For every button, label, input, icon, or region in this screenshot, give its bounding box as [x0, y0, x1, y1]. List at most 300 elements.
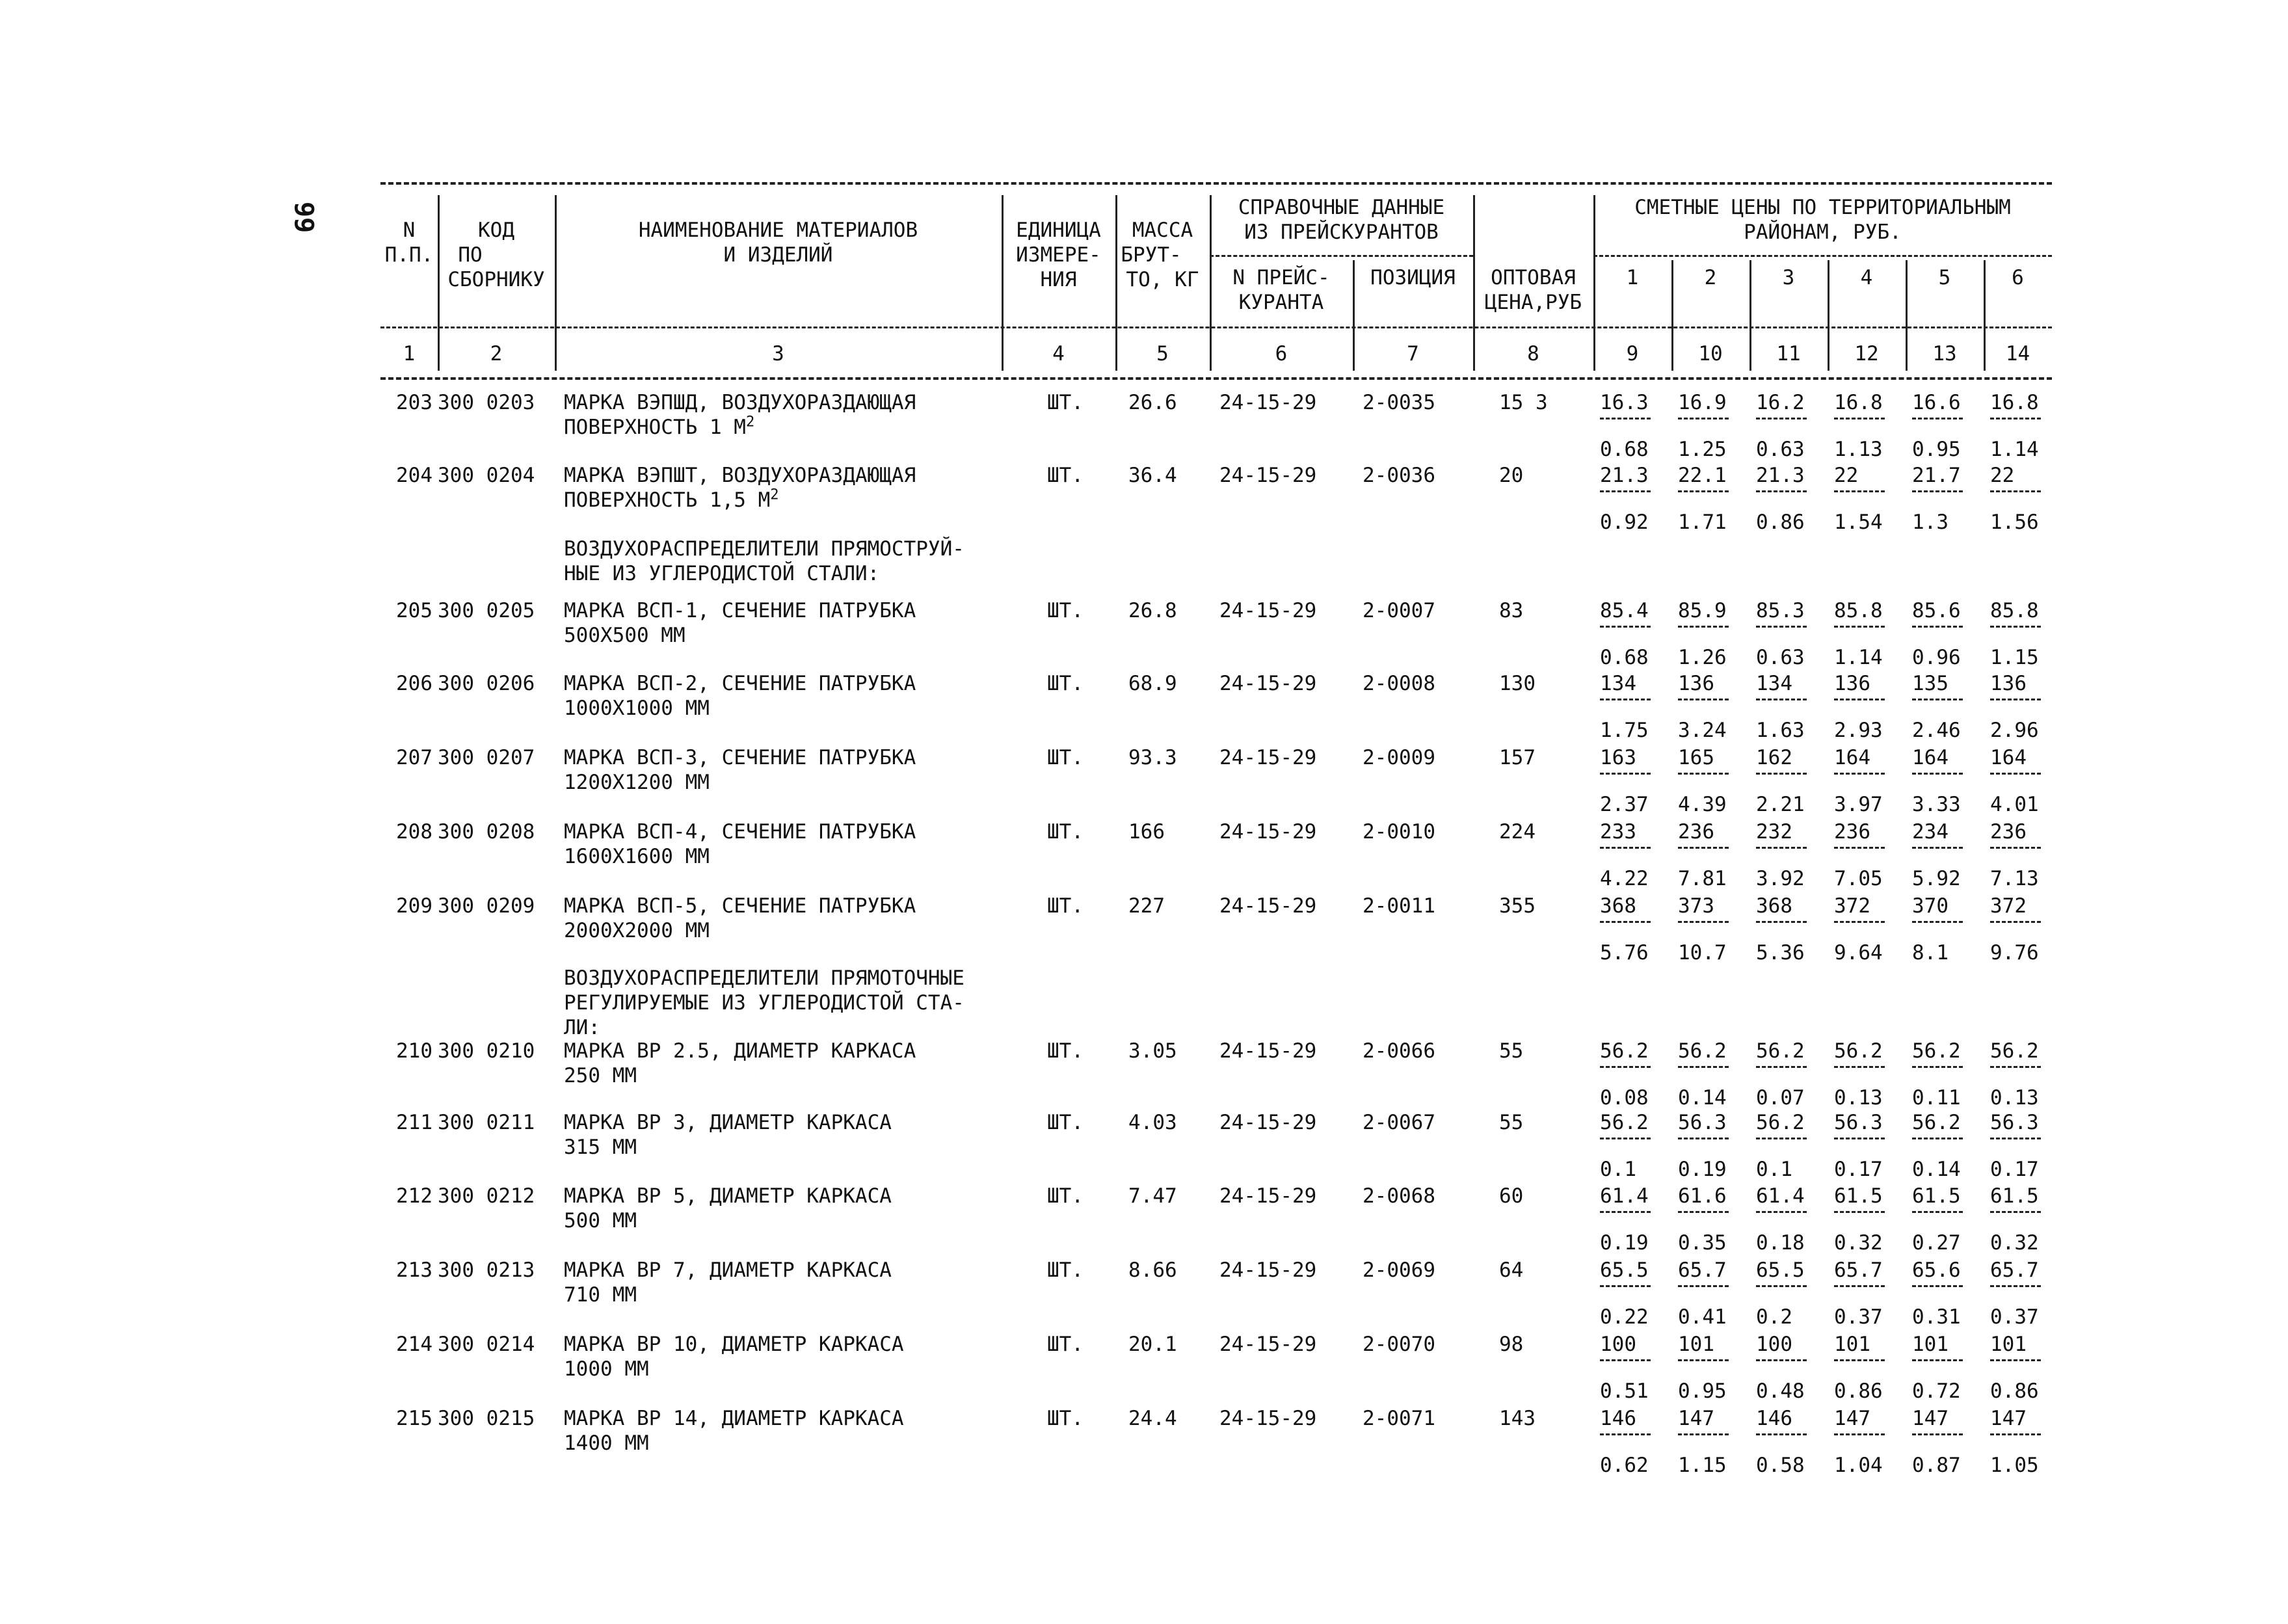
colnum: 10 [1698, 342, 1723, 366]
row-estimate-sub: 0.13 [1990, 1086, 2039, 1110]
row-price-list: 24-15-29 [1219, 746, 1317, 769]
row-position: 2-0035 [1363, 391, 1435, 414]
fraction-dash [1756, 1066, 1807, 1068]
header-unit: ИЗМЕРЕ- [1016, 243, 1101, 267]
row-estimate-sub: 0.51 [1600, 1379, 1649, 1403]
row-estimate-sub: 0.14 [1678, 1086, 1727, 1110]
row-estimate-price: 65.5 [1756, 1258, 1805, 1282]
row-price-list: 24-15-29 [1219, 1333, 1317, 1356]
row-estimate-price: 147 [1834, 1407, 1870, 1430]
row-mass: 26.6 [1128, 391, 1177, 414]
group-heading-line: ЛИ: [564, 1016, 600, 1039]
row-name: МАРКА ВР 14, ДИАМЕТР КАРКАСА [564, 1407, 904, 1430]
fraction-dash [1678, 921, 1729, 923]
row-unit: ШТ. [1047, 599, 1084, 622]
row-estimate-price: 134 [1756, 672, 1792, 695]
row-code: 300 0213 [438, 1258, 535, 1282]
colnum: 11 [1776, 342, 1801, 366]
fraction-dash [1912, 418, 1963, 419]
row-mass: 227 [1128, 894, 1165, 918]
row-mass: 4.03 [1128, 1111, 1177, 1134]
header-mass: БРУТ- [1121, 243, 1182, 267]
fraction-dash [1600, 1285, 1651, 1287]
colnum: 12 [1854, 342, 1879, 366]
row-estimate-sub: 0.2 [1756, 1305, 1792, 1329]
header-region: 4 [1860, 266, 1873, 289]
fraction-dash [1600, 418, 1651, 419]
row-estimate-sub: 1.26 [1678, 646, 1727, 669]
row-estimate-sub: 1.71 [1678, 511, 1727, 534]
row-code: 300 0211 [438, 1111, 535, 1134]
row-estimate-sub: 1.15 [1990, 646, 2039, 669]
fraction-dash [1834, 773, 1885, 775]
row-name-text: 1000 ММ [564, 1357, 649, 1381]
row-estimate-price: 16.8 [1990, 391, 2039, 414]
row-unit: ШТ. [1047, 464, 1084, 487]
row-estimate-sub: 0.86 [1756, 511, 1805, 534]
row-estimate-sub: 0.19 [1600, 1231, 1649, 1255]
fraction-dash [1756, 847, 1807, 849]
row-position: 2-0068 [1363, 1184, 1435, 1208]
row-name: МАРКА ВЭПШД, ВОЗДУХОРАЗДАЮЩАЯ [564, 391, 916, 414]
group-heading-line: ВОЗДУХОРАСПРЕДЕЛИТЕЛИ ПРЯМОСТРУЙ- [564, 537, 964, 561]
row-name-cont [564, 1431, 649, 1456]
row-estimate-price: 101 [1912, 1333, 1949, 1356]
row-estimate-sub: 5.36 [1756, 941, 1805, 965]
fraction-dash [1678, 490, 1729, 492]
fraction-dash [1834, 699, 1885, 700]
header-reference: ИЗ ПРЕЙСКУРАНТОВ [1244, 220, 1439, 244]
row-estimate-price: 236 [1990, 820, 2027, 844]
row-mass: 36.4 [1128, 464, 1177, 487]
row-price-list: 24-15-29 [1219, 1407, 1317, 1430]
row-estimate-price: 368 [1600, 894, 1636, 918]
colnum: 7 [1407, 342, 1419, 366]
row-estimate-price: 232 [1756, 820, 1792, 844]
fraction-dash [1678, 773, 1729, 775]
row-estimate-sub: 3.92 [1756, 867, 1805, 890]
row-wholesale: 55 [1499, 1111, 1524, 1134]
row-estimate-sub: 0.96 [1912, 646, 1961, 669]
row-estimate-sub: 0.13 [1834, 1086, 1883, 1110]
row-mass: 166 [1128, 820, 1165, 844]
group-heading-line: НЫЕ ИЗ УГЛЕРОДИСТОЙ СТАЛИ: [564, 562, 880, 585]
row-price-list: 24-15-29 [1219, 1039, 1317, 1063]
header-code: ПО [458, 243, 483, 267]
row-number: 212 [396, 1184, 432, 1208]
colnum: 9 [1626, 342, 1639, 366]
row-wholesale: 60 [1499, 1184, 1524, 1208]
row-estimate-price: 65.5 [1600, 1258, 1649, 1282]
fraction-dash [1678, 699, 1729, 700]
row-estimate-price: 164 [1912, 746, 1949, 769]
fraction-dash [1756, 1211, 1807, 1213]
row-name-text: ПОВЕРХНОСТЬ 1,5 М [564, 488, 771, 512]
row-estimate-sub: 0.87 [1912, 1454, 1961, 1477]
row-estimate-price: 56.2 [1990, 1039, 2039, 1063]
header-mass: ТО, КГ [1126, 268, 1199, 291]
row-wholesale: 64 [1499, 1258, 1524, 1282]
row-estimate-sub: 0.62 [1600, 1454, 1649, 1477]
fraction-dash [1912, 921, 1963, 923]
row-estimate-sub: 1.14 [1990, 438, 2039, 461]
row-estimate-price: 56.2 [1600, 1039, 1649, 1063]
row-estimate-price: 101 [1834, 1333, 1870, 1356]
group-heading-line: РЕГУЛИРУЕМЫЕ ИЗ УГЛЕРОДИСТОЙ СТА- [564, 991, 964, 1015]
row-estimate-price: 56.2 [1834, 1039, 1883, 1063]
row-estimate-price: 147 [1678, 1407, 1714, 1430]
row-name: МАРКА ВЭПШТ, ВОЗДУХОРАЗДАЮЩАЯ [564, 464, 916, 487]
row-estimate-price: 236 [1678, 820, 1714, 844]
header-name: И ИЗДЕЛИЙ [723, 243, 833, 267]
fraction-dash [1834, 490, 1885, 492]
fraction-dash [1990, 847, 2041, 849]
fraction-dash [1678, 1211, 1729, 1213]
row-name-text: 1400 ММ [564, 1431, 649, 1455]
row-estimate-price: 85.8 [1990, 599, 2039, 622]
header-region: 3 [1782, 266, 1795, 289]
row-name: МАРКА ВСП-4, СЕЧЕНИЕ ПАТРУБКА [564, 820, 916, 844]
fraction-dash [1756, 1433, 1807, 1435]
row-estimate-sub: 0.58 [1756, 1454, 1805, 1477]
fraction-dash [1756, 699, 1807, 700]
row-estimate-sub: 0.17 [1990, 1158, 2039, 1181]
fraction-dash [1912, 1211, 1963, 1213]
row-estimate-price: 100 [1600, 1333, 1636, 1356]
row-wholesale: 83 [1499, 599, 1524, 622]
fraction-dash [1834, 1211, 1885, 1213]
row-name-cont [564, 488, 779, 512]
row-mass: 7.47 [1128, 1184, 1177, 1208]
fraction-dash [1912, 699, 1963, 700]
row-estimate-sub: 3.24 [1678, 719, 1727, 742]
fraction-dash [1834, 418, 1885, 419]
row-mass: 68.9 [1128, 672, 1177, 695]
row-name-text: ПОВЕРХНОСТЬ 1 М [564, 416, 746, 439]
row-estimate-price: 134 [1600, 672, 1636, 695]
row-estimate-price: 21.7 [1912, 464, 1961, 487]
row-estimate-sub: 3.33 [1912, 793, 1961, 816]
row-name-text: 710 ММ [564, 1283, 637, 1307]
row-estimate-sub: 0.32 [1990, 1231, 2039, 1255]
header-mass: МАССА [1132, 219, 1193, 242]
fraction-dash [1756, 773, 1807, 775]
fraction-dash [1600, 847, 1651, 849]
row-estimate-price: 61.5 [1834, 1184, 1883, 1208]
row-unit: ШТ. [1047, 1111, 1084, 1134]
header-region: 1 [1626, 266, 1639, 289]
colnum: 14 [2005, 342, 2030, 366]
row-estimate-sub: 0.63 [1756, 646, 1805, 669]
row-estimate-price: 56.2 [1600, 1111, 1649, 1134]
fraction-dash [1990, 1433, 2041, 1435]
row-estimate-price: 100 [1756, 1333, 1792, 1356]
colnum: 5 [1156, 342, 1169, 366]
row-name-text: 500 ММ [564, 1209, 637, 1232]
row-estimate-sub: 8.1 [1912, 941, 1949, 965]
row-price-list: 24-15-29 [1219, 1258, 1317, 1282]
row-price-list: 24-15-29 [1219, 599, 1317, 622]
fraction-dash [1912, 847, 1963, 849]
row-estimate-sub: 0.68 [1600, 646, 1649, 669]
row-estimate-sub: 1.75 [1600, 719, 1649, 742]
row-estimate-sub: 0.17 [1834, 1158, 1883, 1181]
row-estimate-sub: 7.05 [1834, 867, 1883, 890]
row-estimate-price: 136 [1678, 672, 1714, 695]
row-price-list: 24-15-29 [1219, 820, 1317, 844]
fraction-dash [1756, 490, 1807, 492]
fraction-dash [1834, 1285, 1885, 1287]
header-unit: НИЯ [1040, 268, 1077, 291]
fraction-dash [1912, 1138, 1963, 1139]
row-estimate-price: 101 [1990, 1333, 2027, 1356]
fraction-dash [1756, 1138, 1807, 1139]
fraction-dash [1600, 1066, 1651, 1068]
row-unit: ШТ. [1047, 894, 1084, 918]
row-estimate-sub: 1.15 [1678, 1454, 1727, 1477]
fraction-dash [1600, 1433, 1651, 1435]
row-estimate-price: 56.2 [1756, 1111, 1805, 1134]
row-estimate-price: 236 [1834, 820, 1870, 844]
row-unit: ШТ. [1047, 672, 1084, 695]
fraction-dash [1678, 1433, 1729, 1435]
header-region: 5 [1938, 266, 1951, 289]
row-position: 2-0011 [1363, 894, 1435, 918]
row-estimate-price: 16.6 [1912, 391, 1961, 414]
row-estimate-sub: 0.14 [1912, 1158, 1961, 1181]
row-name-cont [564, 623, 685, 648]
row-name-cont [564, 918, 710, 943]
row-estimate-sub: 0.95 [1678, 1379, 1727, 1403]
fraction-dash [1912, 1066, 1963, 1068]
row-mass: 24.4 [1128, 1407, 1177, 1430]
fraction-dash [1678, 626, 1729, 628]
row-name: МАРКА ВСП-1, СЕЧЕНИЕ ПАТРУБКА [564, 599, 916, 622]
row-estimate-price: 65.7 [1990, 1258, 2039, 1282]
row-number: 203 [396, 391, 432, 414]
row-estimate-sub: 0.22 [1600, 1305, 1649, 1329]
row-estimate-sub: 0.08 [1600, 1086, 1649, 1110]
row-estimate-sub: 5.76 [1600, 941, 1649, 965]
row-estimate-sub: 0.07 [1756, 1086, 1805, 1110]
row-wholesale: 130 [1499, 672, 1536, 695]
fraction-dash [1990, 1285, 2041, 1287]
fraction-dash [1990, 1066, 2041, 1068]
row-estimate-price: 61.4 [1756, 1184, 1805, 1208]
row-estimate-sub: 9.76 [1990, 941, 2039, 965]
fraction-dash [1990, 490, 2041, 492]
fraction-dash [1912, 773, 1963, 775]
fraction-dash [1912, 490, 1963, 492]
header-wholesale: ЦЕНА,РУБ [1484, 291, 1582, 314]
row-estimate-price: 368 [1756, 894, 1792, 918]
row-estimate-price: 146 [1756, 1407, 1792, 1430]
row-estimate-price: 372 [1990, 894, 2027, 918]
row-estimate-price: 85.4 [1600, 599, 1649, 622]
row-position: 2-0008 [1363, 672, 1435, 695]
fraction-dash [1756, 921, 1807, 923]
row-estimate-sub: 0.11 [1912, 1086, 1961, 1110]
row-name-cont [564, 1208, 637, 1233]
row-estimate-sub: 0.63 [1756, 438, 1805, 461]
row-name-cont [564, 696, 710, 721]
row-estimate-price: 85.9 [1678, 599, 1727, 622]
row-number: 207 [396, 746, 432, 769]
row-estimate-sub: 1.56 [1990, 511, 2039, 534]
fraction-dash [1834, 1138, 1885, 1139]
row-estimate-price: 136 [1990, 672, 2027, 695]
row-estimate-price: 165 [1678, 746, 1714, 769]
row-estimate-sub: 4.01 [1990, 793, 2039, 816]
row-estimate-sub: 0.86 [1990, 1379, 2039, 1403]
row-mass: 20.1 [1128, 1333, 1177, 1356]
row-estimate-sub: 0.1 [1600, 1158, 1636, 1181]
row-estimate-price: 85.6 [1912, 599, 1961, 622]
fraction-dash [1990, 1359, 2041, 1361]
row-estimate-sub: 0.18 [1756, 1231, 1805, 1255]
row-estimate-sub: 1.3 [1912, 511, 1949, 534]
row-estimate-price: 22.1 [1678, 464, 1727, 487]
row-number: 205 [396, 599, 432, 622]
row-name-text: 1600Х1600 ММ [564, 845, 710, 868]
row-estimate-price: 147 [1912, 1407, 1949, 1430]
row-estimate-price: 65.6 [1912, 1258, 1961, 1282]
row-wholesale: 15 3 [1499, 391, 1548, 414]
header-wholesale: ОПТОВАЯ [1491, 266, 1576, 289]
row-estimate-price: 101 [1678, 1333, 1714, 1356]
row-wholesale: 224 [1499, 820, 1536, 844]
row-unit: ШТ. [1047, 746, 1084, 769]
colnum: 6 [1275, 342, 1288, 366]
row-estimate-sub: 7.81 [1678, 867, 1727, 890]
row-mass: 3.05 [1128, 1039, 1177, 1063]
row-estimate-sub: 0.95 [1912, 438, 1961, 461]
fraction-dash [1990, 773, 2041, 775]
row-name-text: 500Х500 ММ [564, 624, 685, 647]
row-estimate-sub: 0.37 [1834, 1305, 1883, 1329]
colnum: 13 [1932, 342, 1957, 366]
row-position: 2-0070 [1363, 1333, 1435, 1356]
row-estimate-price: 56.3 [1834, 1111, 1883, 1134]
row-estimate-sub: 5.92 [1912, 867, 1961, 890]
row-estimate-sub: 1.25 [1678, 438, 1727, 461]
row-code: 300 0204 [438, 464, 535, 487]
row-estimate-price: 21.3 [1756, 464, 1805, 487]
row-name: МАРКА ВСП-5, СЕЧЕНИЕ ПАТРУБКА [564, 894, 916, 918]
row-name-sup: 2 [770, 486, 779, 503]
row-estimate-sub: 2.96 [1990, 719, 2039, 742]
colnum: 2 [490, 342, 503, 366]
row-price-list: 24-15-29 [1219, 391, 1317, 414]
row-name: МАРКА ВР 7, ДИАМЕТР КАРКАСА [564, 1258, 892, 1282]
fraction-dash [1600, 490, 1651, 492]
row-estimate-sub: 3.97 [1834, 793, 1883, 816]
row-code: 300 0205 [438, 599, 535, 622]
fraction-dash [1990, 1211, 2041, 1213]
row-number: 209 [396, 894, 432, 918]
row-number: 204 [396, 464, 432, 487]
row-estimate-price: 61.6 [1678, 1184, 1727, 1208]
fraction-dash [1600, 626, 1651, 628]
fraction-dash [1678, 847, 1729, 849]
row-estimate-price: 16.9 [1678, 391, 1727, 414]
row-name: МАРКА ВР 2.5, ДИАМЕТР КАРКАСА [564, 1039, 916, 1063]
header-price-list: N ПРЕЙС- [1232, 266, 1330, 289]
fraction-dash [1990, 626, 2041, 628]
row-name: МАРКА ВСП-3, СЕЧЕНИЕ ПАТРУБКА [564, 746, 916, 769]
row-code: 300 0208 [438, 820, 535, 844]
row-estimate-sub: 0.19 [1678, 1158, 1727, 1181]
fraction-dash [1678, 418, 1729, 419]
fraction-dash [1756, 1285, 1807, 1287]
row-estimate-sub: 0.48 [1756, 1379, 1805, 1403]
row-code: 300 0212 [438, 1184, 535, 1208]
row-estimate-price: 146 [1600, 1407, 1636, 1430]
row-estimate-sub: 9.64 [1834, 941, 1883, 965]
row-estimate-price: 85.8 [1834, 599, 1883, 622]
row-estimate-sub: 2.21 [1756, 793, 1805, 816]
fraction-dash [1600, 1138, 1651, 1139]
row-code: 300 0206 [438, 672, 535, 695]
row-unit: ШТ. [1047, 391, 1084, 414]
row-name-text: 2000Х2000 ММ [564, 919, 710, 942]
row-estimate-sub: 0.31 [1912, 1305, 1961, 1329]
row-estimate-price: 56.2 [1912, 1111, 1961, 1134]
row-estimate-price: 233 [1600, 820, 1636, 844]
fraction-dash [1990, 921, 2041, 923]
row-estimate-price: 56.2 [1756, 1039, 1805, 1063]
fraction-dash [1678, 1066, 1729, 1068]
row-estimate-price: 135 [1912, 672, 1949, 695]
row-estimate-price: 16.3 [1600, 391, 1649, 414]
row-estimate-price: 16.8 [1834, 391, 1883, 414]
row-position: 2-0066 [1363, 1039, 1435, 1063]
row-position: 2-0009 [1363, 746, 1435, 769]
row-estimate-price: 372 [1834, 894, 1870, 918]
row-estimate-price: 147 [1990, 1407, 2027, 1430]
row-price-list: 24-15-29 [1219, 464, 1317, 487]
row-estimate-price: 164 [1834, 746, 1870, 769]
row-name-cont [564, 770, 710, 795]
fraction-dash [1600, 699, 1651, 700]
row-wholesale: 20 [1499, 464, 1524, 487]
row-estimate-price: 370 [1912, 894, 1949, 918]
fraction-dash [1834, 626, 1885, 628]
fraction-dash [1756, 626, 1807, 628]
row-estimate-sub: 0.72 [1912, 1379, 1961, 1403]
row-position: 2-0069 [1363, 1258, 1435, 1282]
row-code: 300 0214 [438, 1333, 535, 1356]
header-code: СБОРНИКУ [447, 268, 545, 291]
row-number: 213 [396, 1258, 432, 1282]
header-estimate: РАЙОНАМ, РУБ. [1744, 220, 1902, 244]
row-estimate-price: 56.3 [1678, 1111, 1727, 1134]
fraction-dash [1600, 921, 1651, 923]
header-price-list: КУРАНТА [1238, 291, 1324, 314]
row-estimate-sub: 4.22 [1600, 867, 1649, 890]
row-estimate-sub: 1.05 [1990, 1454, 2039, 1477]
row-estimate-price: 61.5 [1990, 1184, 2039, 1208]
row-name-text: 250 ММ [564, 1064, 637, 1087]
row-position: 2-0007 [1363, 599, 1435, 622]
fraction-dash [1600, 773, 1651, 775]
row-estimate-sub: 4.39 [1678, 793, 1727, 816]
row-mass: 26.8 [1128, 599, 1177, 622]
row-estimate-sub: 0.86 [1834, 1379, 1883, 1403]
header-region: 6 [2012, 266, 2024, 289]
fraction-dash [1990, 699, 2041, 700]
header-unit: ЕДИНИЦА [1016, 219, 1101, 242]
